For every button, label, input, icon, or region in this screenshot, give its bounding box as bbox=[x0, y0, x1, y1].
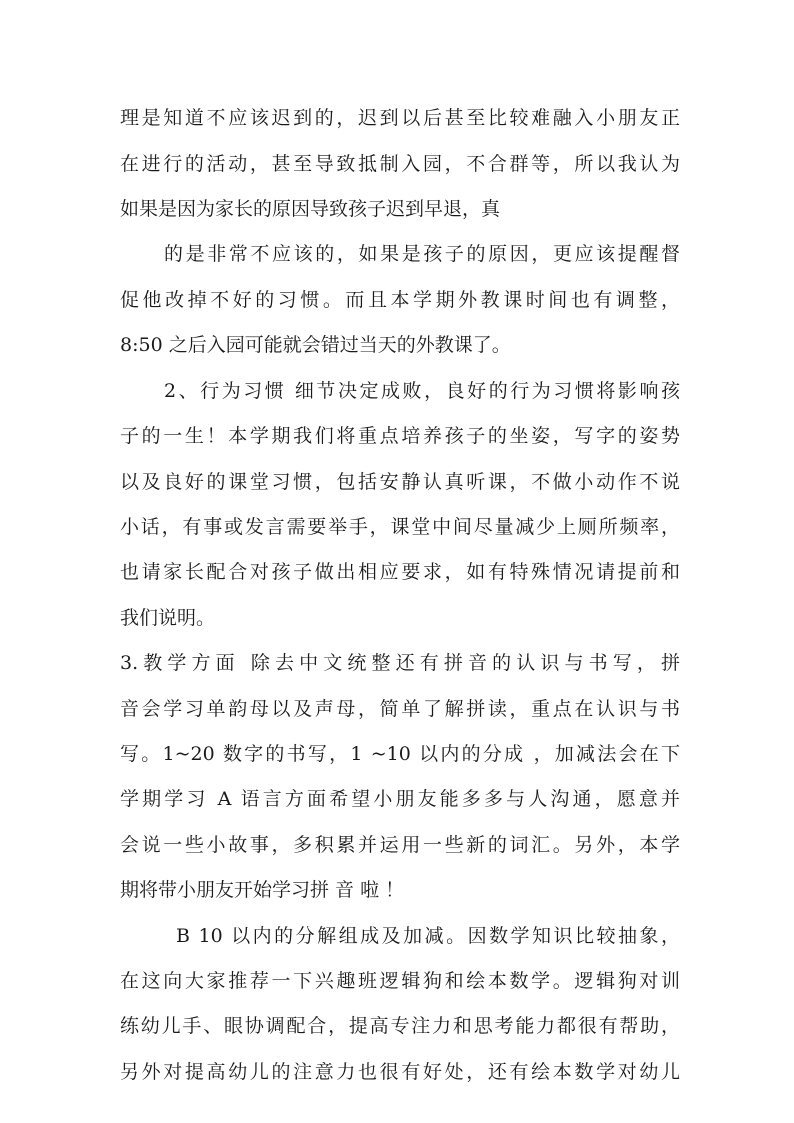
paragraph-line-15: 写。1~20 数字的书写，1 ~10 以内的分成 ，加减法会在下 bbox=[120, 743, 680, 765]
paragraph-line-1: 理是知道不应该迟到的，迟到以后甚至比较难融入小朋友正 bbox=[120, 107, 680, 129]
paragraph-line-10: 小话，有事或发言需要举手，课堂中间尽量减少上厕所频率， bbox=[120, 516, 680, 538]
paragraph-line-7: 2、行为习惯 细节决定成败，良好的行为习惯将影响孩 bbox=[164, 380, 680, 402]
paragraph-line-11: 也请家长配合对孩子做出相应要求，如有特殊情况请提前和 bbox=[120, 561, 680, 583]
paragraph-line-21: 练幼儿手、眼协调配合，提高专注力和思考能力都很有帮助， bbox=[120, 1015, 680, 1037]
paragraph-line-6: 8:50 之后入园可能就会错过当天的外教课了。 bbox=[120, 334, 511, 356]
paragraph-line-17: 会说一些小故事，多积累并运用一些新的词汇。另外，本学 bbox=[120, 834, 680, 856]
paragraph-line-4: 的是非常不应该的，如果是孩子的原因，更应该提醒督 bbox=[164, 243, 680, 265]
paragraph-line-16: 学期学习 A 语言方面希望小朋友能多多与人沟通，愿意并 bbox=[120, 788, 680, 810]
paragraph-line-3: 如果是因为家长的原因导致孩子迟到早退，真 bbox=[120, 198, 501, 220]
paragraph-line-20: 在这向大家推荐一下兴趣班逻辑狗和绘本数学。逻辑狗对训 bbox=[120, 970, 680, 992]
paragraph-line-5: 促他改掉不好的习惯。而且本学期外教课时间也有调整， bbox=[120, 289, 680, 311]
paragraph-line-14: 音会学习单韵母以及声母，简单了解拼读，重点在认识与书 bbox=[120, 698, 680, 720]
paragraph-line-12: 我们说明。 bbox=[120, 607, 216, 629]
paragraph-line-2: 在进行的活动，甚至导致抵制入园，不合群等，所以我认为 bbox=[120, 153, 680, 175]
paragraph-line-22: 另外对提高幼儿的注意力也很有好处，还有绘本数学对幼儿 bbox=[120, 1061, 680, 1083]
paragraph-line-18: 期将带小朋友开始学习拼 音 啦 ！ bbox=[120, 879, 405, 901]
paragraph-line-19: B 10 以内的分解组成及加减。因数学知识比较抽象， bbox=[176, 925, 680, 947]
paragraph-line-9: 以及良好的课堂习惯，包括安静认真听课，不做小动作不说 bbox=[120, 471, 680, 493]
paragraph-line-8: 子的一生！本学期我们将重点培养孩子的坐姿，写字的姿势 bbox=[120, 425, 680, 447]
paragraph-line-13: 3.教学方面 除去中文统整还有拼音的认识与书写，拼 bbox=[120, 652, 680, 674]
